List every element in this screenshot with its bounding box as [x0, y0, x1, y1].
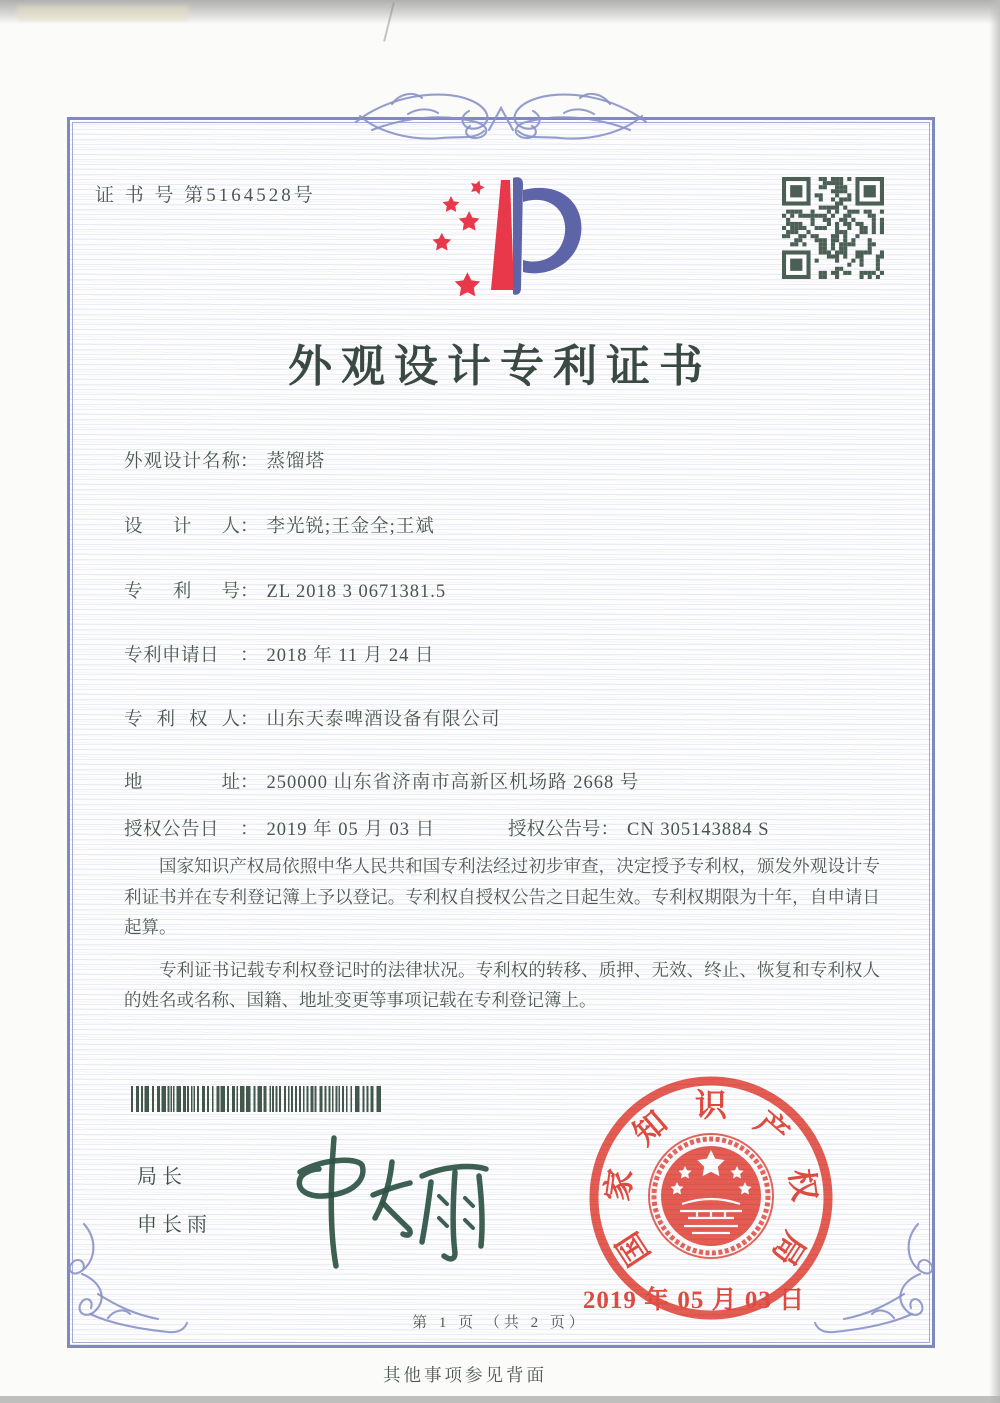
- logo-red-wedge: [491, 180, 514, 290]
- field-value: 2019 年 05 月 03 日: [266, 820, 436, 840]
- field-label: 专利权人: [124, 710, 240, 730]
- field-value: 2018 年 11 月 24 日: [266, 646, 435, 666]
- back-side-note: 其他事项参见背面: [383, 1365, 547, 1385]
- svg-text:权: 权: [782, 1166, 824, 1204]
- field-grant-number: 授权公告号： CN 305143884 S: [508, 820, 770, 840]
- legal-paragraph-1: 国家知识产权局依照中华人民共和国专利法经过初步审查，决定授予专利权，颁发外观设计专利证书并在专利登记簿上予以登记。专利权自授权公告之日起生效。专利权期限为十年，自申请日起算。: [124, 856, 880, 937]
- field-value: 蒸馏塔: [266, 452, 326, 472]
- cnipa-logo: [413, 172, 593, 317]
- field-value: 250000 山东省济南市高新区机场路 2668 号: [266, 773, 640, 793]
- field-patentee: 专利权人： 山东天泰啤酒设备有限公司: [124, 705, 501, 731]
- field-design-name: 外观设计名称： 蒸馏塔: [124, 447, 325, 473]
- field-label: 授权公告日: [124, 820, 220, 840]
- field-address: 地址： 250000 山东省济南市高新区机场路 2668 号: [124, 768, 639, 794]
- barcode: [131, 1086, 381, 1112]
- signature-handwriting: [272, 1132, 507, 1277]
- legal-text: [124, 851, 880, 1028]
- field-label: 专利申请日: [124, 646, 220, 666]
- field-designers: 设计人： 李光锐;王金全;王斌: [124, 512, 435, 538]
- field-label: 专利号: [124, 582, 240, 602]
- svg-text:家: 家: [598, 1166, 640, 1204]
- logo-blue-p: [523, 188, 581, 274]
- svg-text:国: 国: [609, 1225, 657, 1273]
- seal-national-emblem: [649, 1134, 773, 1258]
- field-grant-date: 授权公告日 ： 2019 年 05 月 03 日: [124, 815, 435, 841]
- legal-paragraph-2: 专利证书记载专利权登记时的法律状况。专利权的转移、质押、无效、终止、恢复和专利权人的姓名或名称、国籍、地址变更等事项记载在专利登记簿上。: [124, 959, 880, 1010]
- field-label: 地址: [124, 773, 240, 793]
- scan-smudge: [18, 6, 188, 21]
- certificate-title: 外观设计专利证书: [288, 342, 712, 391]
- field-label: 授权公告号: [508, 820, 601, 840]
- seal-date: 2019 年 05 月 03 日: [582, 1287, 806, 1314]
- field-value: 李光锐;王金全;王斌: [266, 517, 435, 537]
- signer-name: 申长雨: [137, 1214, 212, 1236]
- qr-code: [782, 177, 884, 279]
- svg-text:局: 局: [765, 1225, 813, 1273]
- certificate-number: 证 书 号 第5164528号: [95, 185, 316, 206]
- scan-edge-bottom: [0, 1396, 1000, 1403]
- page-number: 第 1 页 （共 2 页）: [412, 1315, 588, 1331]
- field-label: 设计人: [124, 517, 240, 537]
- svg-text:识: 识: [694, 1087, 728, 1123]
- field-patent-number: 专利号： ZL 2018 3 0671381.5: [124, 577, 446, 603]
- field-label: 外观设计名称: [124, 452, 240, 472]
- official-seal: [578, 1070, 844, 1336]
- scan-edge-right: [989, 0, 1000, 1403]
- field-value: CN 305143884 S: [627, 820, 770, 840]
- field-value: 山东天泰啤酒设备有限公司: [266, 710, 501, 730]
- field-filing-date: 专利申请日 ： 2018 年 11 月 24 日: [124, 641, 434, 667]
- svg-text:知: 知: [626, 1103, 674, 1153]
- logo-stars: [433, 178, 487, 296]
- svg-text:产: 产: [748, 1103, 796, 1153]
- signer-title: 局长: [137, 1166, 187, 1188]
- field-value: ZL 2018 3 0671381.5: [266, 582, 447, 602]
